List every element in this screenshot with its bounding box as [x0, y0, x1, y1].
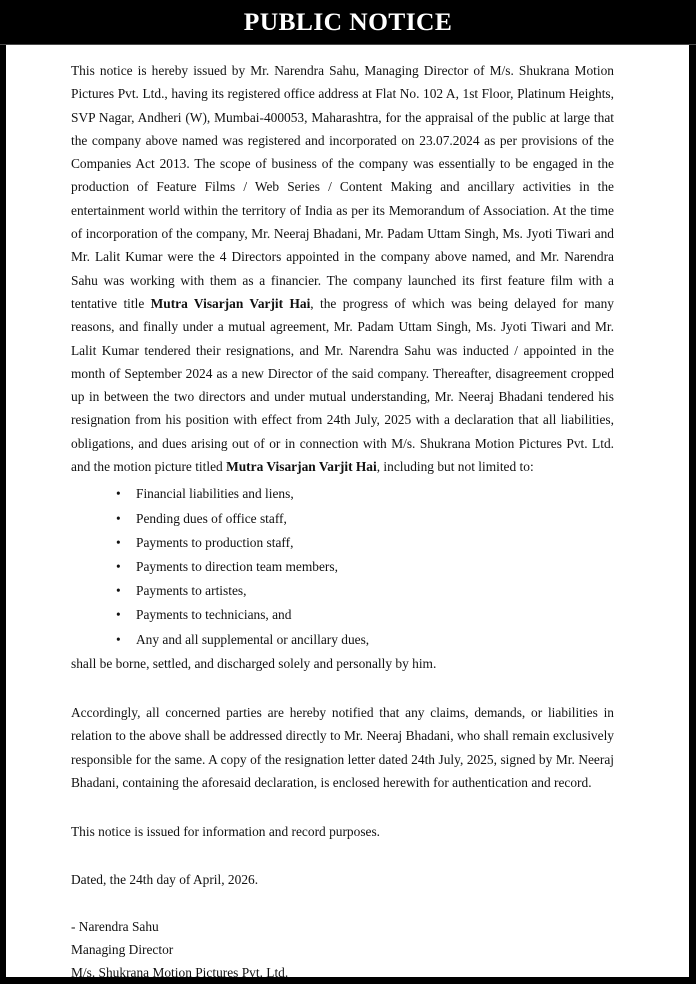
list-item [116, 579, 614, 603]
bullet-icon: • [116, 558, 121, 574]
list-item-label: Payments to production staff, [136, 534, 294, 550]
paragraph-spacer [71, 794, 614, 820]
list-item-label: Any and all supplemental or ancillary dues, [136, 631, 370, 647]
film-title-first-mention: Mutra Visarjan Varjit Hai [150, 295, 311, 311]
list-item-label: Payments to technicians, and [136, 607, 292, 623]
list-item [116, 531, 614, 555]
list-item [116, 482, 614, 506]
bullet-icon: • [116, 607, 121, 623]
bullet-icon: • [116, 583, 121, 599]
bullet-icon: • [116, 631, 121, 647]
paragraph-text-part-3: , including but not limited to: [376, 459, 534, 475]
list-item-label: Financial liabilities and liens, [136, 486, 294, 502]
title-banner [0, 0, 696, 45]
paragraph-spacer [71, 675, 614, 701]
signatory-company: M/s. Shukrana Motion Pictures Pvt. Ltd. [71, 965, 289, 977]
paragraph-information-purpose: This notice is issued for information and record purposes. [71, 824, 381, 840]
liabilities-bullet-list [71, 482, 614, 651]
bullet-icon: • [116, 486, 121, 502]
paragraph-text-part-1: This notice is hereby issued by Mr. Narendra Sahu, Managing Director of M/s. Shukrana Motion Pictures Pvt. Ltd., having its registered office address at Flat No. 102 A, 1st Floor, Platinum Heights, SVP Nagar, Andheri (W), Mumbai-400053, Maharashtra, for the appraisal of the public at large that the company above named was registered and incorporated on 23.07.2024 as per provisions of the Companies Act 2013. The scope of business of the company was essentially to be engaged in the production of Feature Films / Web Series / Content Making and ancillary activities in the entertainment world within the territory of India as per its Memorandum of Association. At the time of incorporation of the company, Mr. Neeraj Bhadani, Mr. Padam Uttam Singh, Ms. Jyoti Tiwari and Mr. Lalit Kumar were the 4 Directors appointed in the company above named, and Mr. Narendra Sahu was working with them as a financier. The company launched its first feature film with a tentative title [71, 63, 614, 311]
notice-body-sheet [6, 45, 689, 977]
paragraph-incorporation-and-resignation [71, 59, 614, 478]
after-list-statement: shall be borne, settled, and discharged solely and personally by him. [71, 655, 437, 671]
signatory-designation: Managing Director [71, 942, 174, 958]
bullet-icon: • [116, 510, 121, 526]
paragraph-spacer [71, 844, 614, 868]
paragraph-text-part-2: , the progress of which was being delayed for many reasons, and finally under a mutual agreement, Mr. Padam Uttam Singh, Ms. Jyoti Tiwari and Mr. Lalit Kumar tendered their resignations, and Mr. Narendra Sahu was inducted / appointed in the month of September 2024 as a new Director of the said company. Thereafter, disagreement cropped up in between the two directors and under mutual understanding, Mr. Neeraj Bhadani tendered his resignation from his position with effect from 24th July, 2025 with a declaration that all liabilities, obligations, and dues arising out of or in connection with M/s. Shukrana Motion Pictures Pvt. Ltd. and the motion picture titled [71, 295, 614, 475]
paragraph-notification-of-parties: Accordingly, all concerned parties are hereby notified that any claims, demands, or liabilities in relation to the above shall be addressed directly to Mr. Neeraj Bhadani, who shall remain exclusively responsible for the same. A copy of the resignation letter dated 24th July, 2025, signed by Mr. Neeraj Bhadani, containing the aforesaid declaration, is enclosed herewith for authentication and record. [71, 705, 614, 790]
list-item-label: Payments to artistes, [136, 583, 247, 599]
signatory-name: - Narendra Sahu [71, 918, 159, 934]
list-item [116, 628, 614, 652]
list-item [116, 603, 614, 627]
list-item [116, 555, 614, 579]
list-item-label: Pending dues of office staff, [136, 510, 287, 526]
dated-line: Dated, the 24th day of April, 2026. [71, 871, 259, 887]
signature-block [71, 915, 614, 977]
bullet-icon: • [116, 534, 121, 550]
list-item [116, 507, 614, 531]
list-item-label: Payments to direction team members, [136, 558, 338, 574]
signature-spacer [71, 891, 614, 915]
page-title: PUBLIC NOTICE [243, 7, 453, 37]
film-title-second-mention: Mutra Visarjan Varjit Hai [226, 459, 377, 475]
